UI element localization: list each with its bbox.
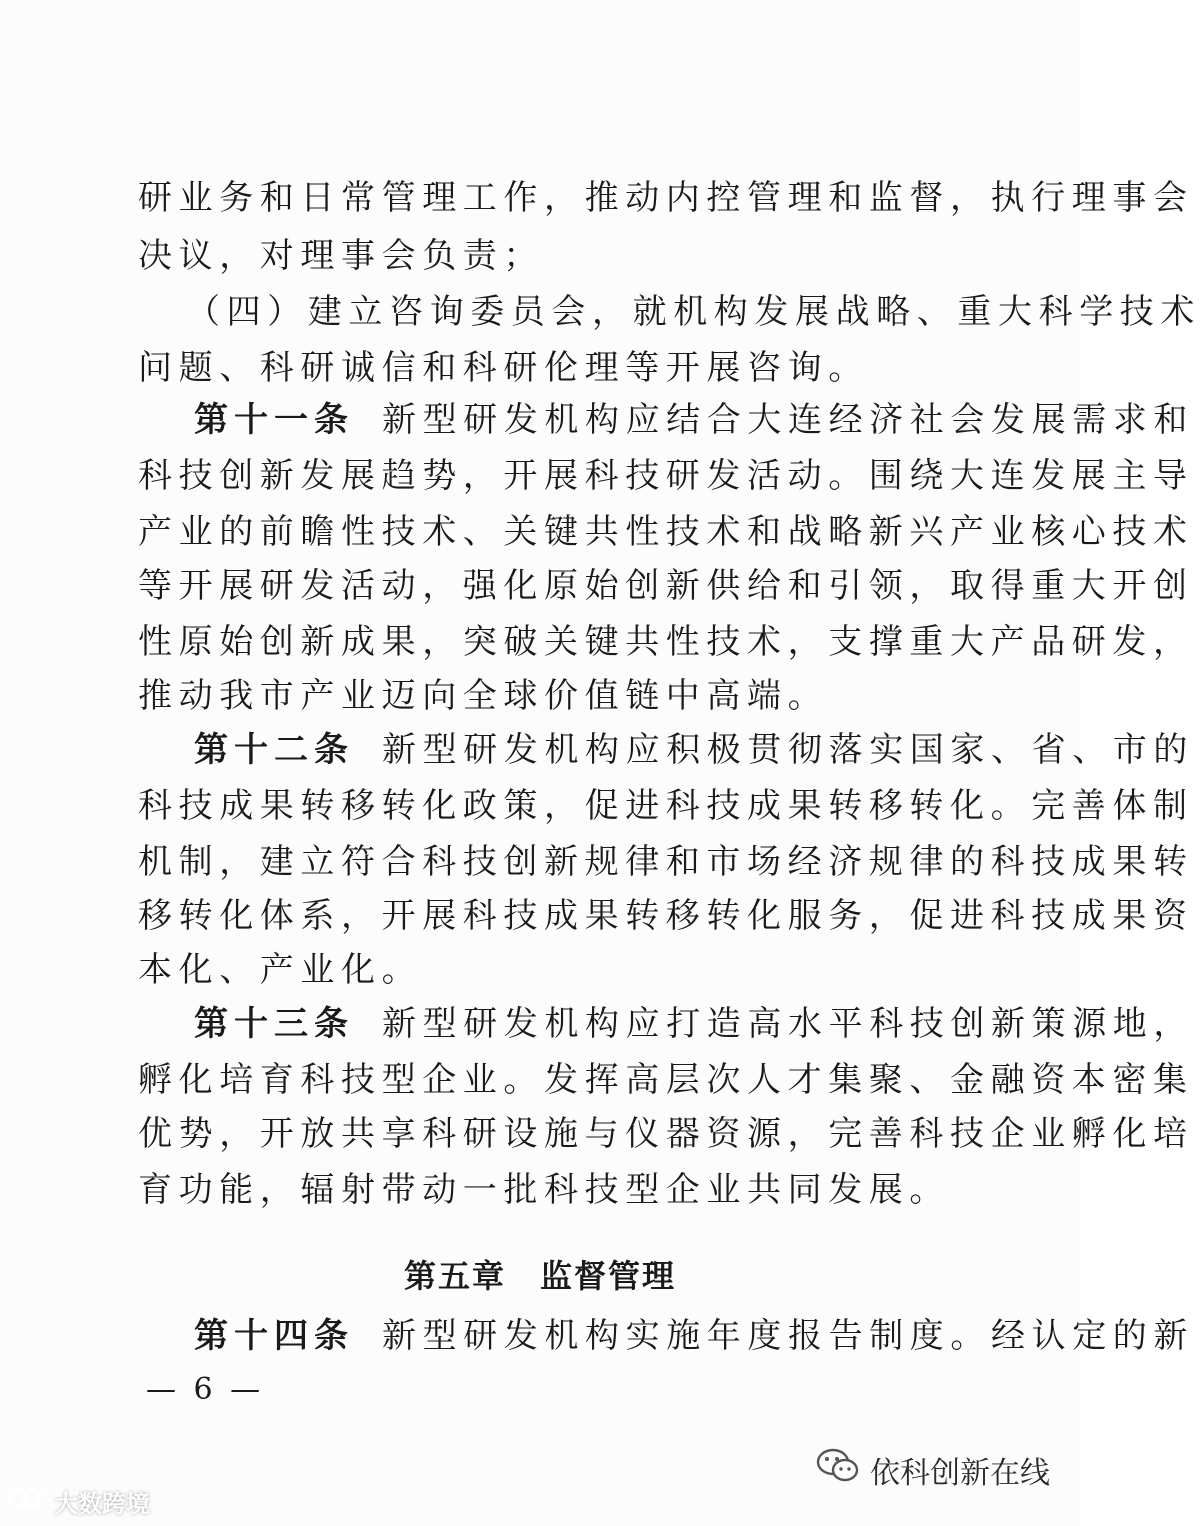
text-line: 移转化体系，开展科技成果转移转化服务，促进科技成果资 [138,896,1194,936]
text-line: 机制，建立符合科技创新规律和市场经济规律的科技成果转 [138,842,1194,882]
article-label: 第十二条 [194,730,354,770]
text-line: 问题、科研诚信和科研伦理等开展咨询。 [138,348,869,388]
text-line: 产业的前瞻性技术、关键共性技术和战略新兴产业核心技术 [138,512,1194,552]
text-line: 决议，对理事会负责； [138,236,544,276]
text-line: 育功能，辐射带动一批科技型企业共同发展。 [138,1170,950,1210]
article-label: 第十一条 [194,400,354,440]
article-12-line [194,730,1194,770]
watermark-left [8,1484,150,1518]
page-number: — 6 — [146,1372,265,1407]
article-14-line [194,1316,1194,1356]
chapter-heading [0,1256,1080,1296]
watermark-left-text: 大数跨境 [54,1489,150,1518]
text-line: （四）建立咨询委员会，就机构发展战略、重大科学技术 [186,292,1201,332]
text-line: 性原始创新成果，突破关键共性技术，支撑重大产品研发， [138,622,1194,662]
article-label: 第十四条 [194,1316,354,1356]
article-label: 第十三条 [194,1004,354,1044]
brand-logo-icon [8,1483,48,1519]
watermark-right [816,1450,1050,1490]
text-line: 孵化培育科技型企业。发挥高层次人才集聚、金融资本密集 [138,1060,1194,1100]
text-line: 科技创新发展趋势，开展科技研发活动。围绕大连发展主导 [138,456,1194,496]
text-line: 新型研发机构应积极贯彻落实国家、省、市的 [382,730,1194,770]
text-line: 新型研发机构应结合大连经济社会发展需求和 [382,400,1194,440]
text-line: 等开展研发活动，强化原始创新供给和引领，取得重大开创 [138,566,1194,606]
text-line: 新型研发机构实施年度报告制度。经认定的新 [382,1316,1194,1356]
chapter-number: 第五章 [403,1257,506,1295]
text-line: 科技成果转移转化政策，促进科技成果转移转化。完善体制 [138,786,1194,826]
text-line: 新型研发机构应打造高水平科技创新策源地， [382,1004,1194,1044]
article-13-line [194,1004,1194,1044]
text-line: 优势，开放共享科研设施与仪器资源，完善科技企业孵化培 [138,1114,1194,1154]
text-line: 本化、产业化。 [138,950,423,990]
watermark-right-text: 依科创新在线 [870,1456,1050,1491]
text-line: 研业务和日常管理工作，推动内控管理和监督，执行理事会 [138,178,1194,218]
wechat-icon [816,1448,860,1492]
text-line: 推动我市产业迈向全球价值链中高端。 [138,676,829,716]
article-11-line [194,400,1194,440]
chapter-title: 监督管理 [540,1257,677,1295]
